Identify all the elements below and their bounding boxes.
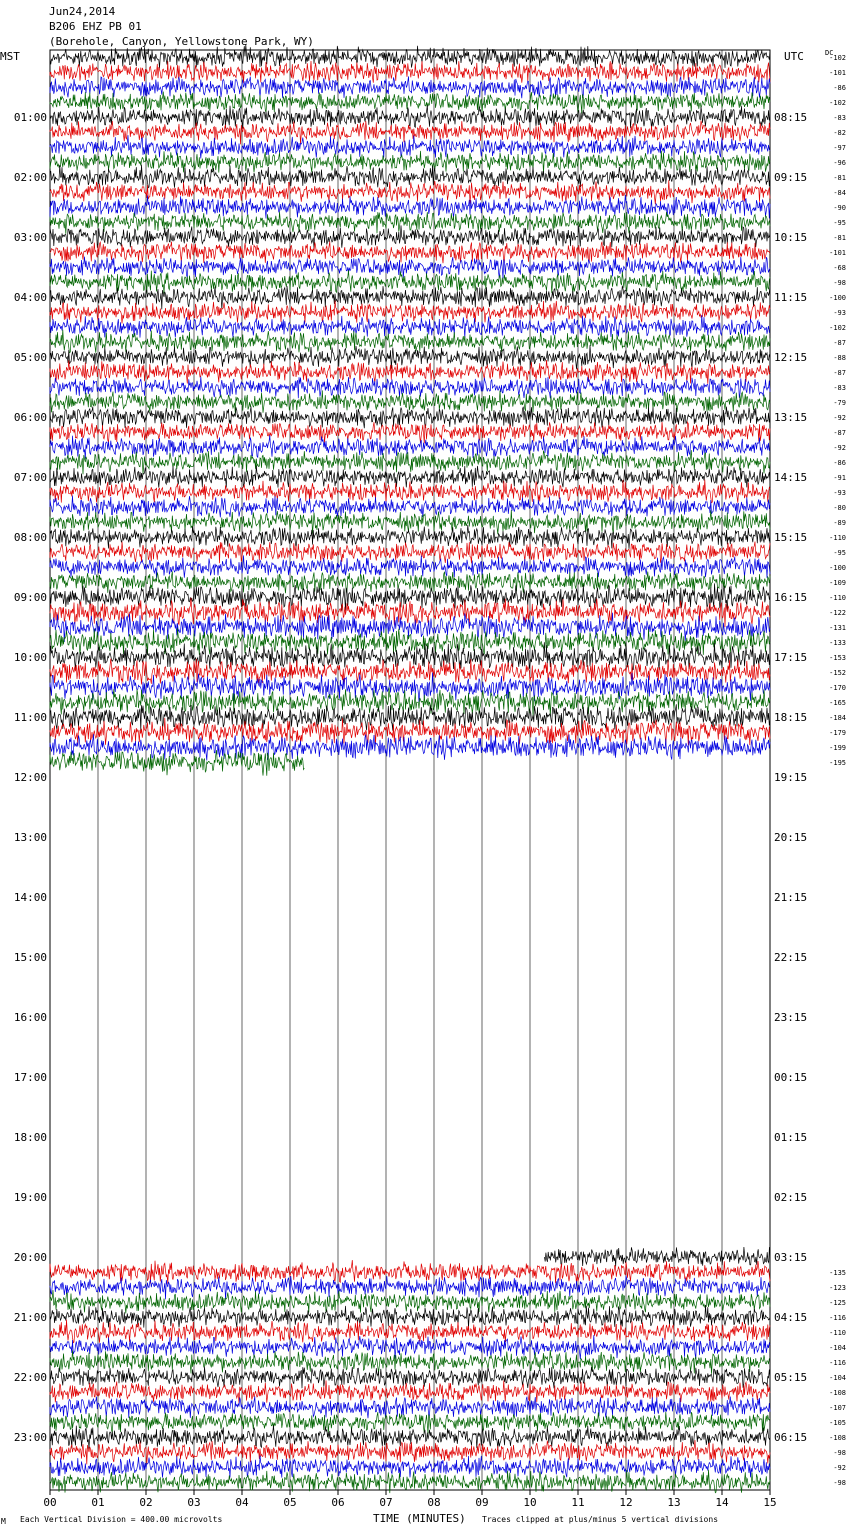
dc-offset-label: -184 [829, 714, 846, 722]
seismic-trace [50, 360, 770, 384]
plot-date: Jun24,2014 [49, 5, 116, 18]
dc-offset-label: -107 [829, 1404, 846, 1412]
dc-offset-label: -92 [833, 414, 846, 422]
utc-hour-label: 19:15 [774, 771, 808, 784]
seismic-trace [50, 718, 770, 746]
seismic-trace [50, 435, 770, 459]
seismic-trace [50, 1350, 770, 1374]
dc-offset-label: -86 [833, 459, 846, 467]
dc-offset-label: -91 [833, 474, 846, 482]
utc-hour-label: 22:15 [774, 951, 808, 964]
x-tick-label: 10 [523, 1496, 537, 1509]
x-tick-label: 02 [139, 1496, 153, 1509]
corner-mark: M [1, 1517, 6, 1526]
dc-offset-label: -81 [833, 234, 846, 242]
seismic-trace [50, 212, 770, 234]
x-tick-label: 09 [475, 1496, 489, 1509]
dc-offset-label: -92 [833, 444, 846, 452]
utc-hour-label: 20:15 [774, 831, 808, 844]
seismic-trace [50, 61, 770, 83]
mst-hour-label: 15:00 [13, 951, 47, 964]
utc-hour-label: 06:15 [774, 1431, 808, 1444]
mst-hour-label: 05:00 [13, 351, 47, 364]
dc-offset-label: -93 [833, 489, 846, 497]
utc-hour-label: 16:15 [774, 591, 808, 604]
dc-label: DC [825, 49, 834, 57]
station-code: B206 EHZ PB 01 [49, 20, 142, 33]
seismic-trace [50, 673, 770, 702]
mst-hour-label: 21:00 [13, 1311, 47, 1324]
seismic-trace [50, 165, 770, 188]
dc-offset-label: -88 [833, 354, 846, 362]
utc-hour-label: 10:15 [774, 231, 808, 244]
x-tick-label: 07 [379, 1496, 393, 1509]
seismic-trace [50, 659, 770, 685]
dc-offset-label: -108 [829, 1389, 846, 1397]
seismic-trace [50, 450, 770, 474]
dc-offset-label: -95 [833, 549, 846, 557]
utc-hour-label: 01:15 [774, 1131, 808, 1144]
station-location: (Borehole, Canyon, Yellowstone Park, WY) [49, 35, 314, 48]
seismic-trace [50, 1396, 770, 1418]
utc-hour-label: 12:15 [774, 351, 808, 364]
x-tick-label: 05 [283, 1496, 297, 1509]
dc-offset-label: -101 [829, 69, 846, 77]
mst-hour-label: 17:00 [13, 1071, 47, 1084]
utc-hour-label: 11:15 [774, 291, 808, 304]
dc-offset-label: -98 [833, 279, 846, 287]
seismic-trace [50, 92, 770, 114]
dc-offset-label: -109 [829, 579, 846, 587]
clip-note: Traces clipped at plus/minus 5 vertical divisions [482, 1515, 719, 1524]
dc-offset-label: -110 [829, 594, 846, 602]
mst-hour-label: 09:00 [13, 591, 47, 604]
utc-axis-label: UTC [784, 50, 804, 63]
dc-offset-label: -83 [833, 114, 846, 122]
dc-offset-label: -122 [829, 609, 846, 617]
x-tick-label: 06 [331, 1496, 345, 1509]
dc-offset-label: -153 [829, 654, 846, 662]
utc-hour-label: 09:15 [774, 171, 808, 184]
dc-offset-label: -195 [829, 759, 846, 767]
x-tick-label: 01 [91, 1496, 105, 1509]
dc-offset-label: -116 [829, 1314, 846, 1322]
mst-hour-label: 16:00 [13, 1011, 47, 1024]
dc-offset-label: -87 [833, 429, 846, 437]
dc-offset-label: -133 [829, 639, 846, 647]
dc-offset-label: -98 [833, 1449, 846, 1457]
dc-offset-label: -108 [829, 1434, 846, 1442]
seismic-trace [50, 688, 770, 717]
mst-hour-label: 02:00 [13, 171, 47, 184]
seismic-trace [50, 1412, 770, 1433]
utc-hour-label: 05:15 [774, 1371, 808, 1384]
x-axis-title: TIME (MINUTES) [373, 1512, 466, 1525]
seismic-trace [50, 315, 770, 338]
dc-offset-label: -80 [833, 504, 846, 512]
seismic-trace [50, 180, 770, 204]
dc-offset-label: -131 [829, 624, 846, 632]
dc-offset-label: -83 [833, 384, 846, 392]
dc-offset-label: -152 [829, 669, 846, 677]
dc-offset-label: -98 [833, 1479, 846, 1487]
dc-offset-label: -100 [829, 564, 846, 572]
seismic-trace [50, 422, 770, 443]
seismic-trace [50, 1320, 770, 1343]
mst-hour-label: 01:00 [13, 111, 47, 124]
seismic-trace [50, 750, 304, 776]
dc-offset-label: -110 [829, 1329, 846, 1337]
seismic-trace [50, 76, 770, 98]
dc-offset-label: -100 [829, 294, 846, 302]
seismic-trace [50, 1260, 770, 1284]
dc-offset-label: -81 [833, 174, 846, 182]
dc-offset-label: -93 [833, 309, 846, 317]
seismic-trace [50, 1305, 770, 1328]
utc-hour-label: 15:15 [774, 531, 808, 544]
x-tick-label: 13 [667, 1496, 681, 1509]
utc-hour-label: 21:15 [774, 891, 808, 904]
utc-hour-label: 02:15 [774, 1191, 808, 1204]
seismic-trace [50, 257, 770, 279]
dc-offset-label: -125 [829, 1299, 846, 1307]
utc-hour-label: 18:15 [774, 711, 808, 724]
seismic-trace [50, 1335, 770, 1359]
dc-offset-label: -97 [833, 144, 846, 152]
dc-offset-label: -79 [833, 399, 846, 407]
dc-offset-label: -92 [833, 1464, 846, 1472]
dc-offset-label: -68 [833, 264, 846, 272]
seismic-trace [50, 542, 770, 564]
utc-hour-label: 17:15 [774, 651, 808, 664]
seismic-trace [50, 377, 770, 399]
dc-offset-label: -101 [829, 249, 846, 257]
x-tick-label: 14 [715, 1496, 729, 1509]
x-tick-label: 04 [235, 1496, 249, 1509]
utc-hour-label: 08:15 [774, 111, 808, 124]
dc-offset-label: -179 [829, 729, 846, 737]
mst-hour-label: 07:00 [13, 471, 47, 484]
dc-offset-label: -86 [833, 84, 846, 92]
mst-hour-label: 18:00 [13, 1131, 47, 1144]
seismic-trace [50, 135, 770, 158]
dc-offset-label: -116 [829, 1359, 846, 1367]
mst-hour-label: 23:00 [13, 1431, 47, 1444]
mst-hour-label: 14:00 [13, 891, 47, 904]
x-tick-label: 00 [43, 1496, 57, 1509]
mst-hour-label: 13:00 [13, 831, 47, 844]
seismic-trace [50, 510, 770, 534]
dc-offset-label: -90 [833, 204, 846, 212]
dc-offset-label: -89 [833, 519, 846, 527]
seismic-trace [50, 330, 770, 353]
mst-hour-label: 10:00 [13, 651, 47, 664]
dc-offset-label: -165 [829, 699, 846, 707]
mst-hour-label: 20:00 [13, 1251, 47, 1264]
x-tick-label: 11 [571, 1496, 585, 1509]
dc-offset-label: -102 [829, 99, 846, 107]
dc-offset-label: -84 [833, 189, 846, 197]
mst-hour-label: 04:00 [13, 291, 47, 304]
seismic-trace [50, 1455, 770, 1477]
mst-hour-label: 22:00 [13, 1371, 47, 1384]
division-note: Each Vertical Division = 400.00 microvolts [20, 1515, 223, 1524]
seismic-trace [50, 45, 770, 69]
dc-offset-label: -105 [829, 1419, 846, 1427]
x-tick-label: 15 [763, 1496, 777, 1509]
dc-offset-label: -102 [829, 54, 846, 62]
x-tick-label: 03 [187, 1496, 201, 1509]
dc-offset-label: -102 [829, 324, 846, 332]
dc-offset-label: -170 [829, 684, 846, 692]
mst-hour-label: 06:00 [13, 411, 47, 424]
mst-hour-label: 12:00 [13, 771, 47, 784]
dc-offset-label: -123 [829, 1284, 846, 1292]
utc-hour-label: 13:15 [774, 411, 808, 424]
x-tick-label: 12 [619, 1496, 633, 1509]
seismic-trace [50, 345, 770, 369]
dc-offset-label: -199 [829, 744, 846, 752]
seismic-trace [50, 480, 770, 503]
dc-offset-label: -135 [829, 1269, 846, 1277]
seismic-trace [50, 1367, 770, 1389]
mst-hour-label: 03:00 [13, 231, 47, 244]
utc-hour-label: 23:15 [774, 1011, 808, 1024]
utc-hour-label: 00:15 [774, 1071, 808, 1084]
utc-hour-label: 03:15 [774, 1251, 808, 1264]
dc-offset-label: -87 [833, 369, 846, 377]
dc-offset-label: -110 [829, 534, 846, 542]
dc-offset-label: -104 [829, 1374, 846, 1382]
seismic-trace [50, 734, 770, 760]
mst-hour-label: 08:00 [13, 531, 47, 544]
utc-hour-label: 14:15 [774, 471, 808, 484]
x-tick-label: 08 [427, 1496, 441, 1509]
seismic-trace [50, 1276, 770, 1300]
seismic-trace [50, 300, 770, 323]
dc-offset-label: -87 [833, 339, 846, 347]
dc-offset-label: -95 [833, 219, 846, 227]
dc-offset-label: -82 [833, 129, 846, 137]
mst-hour-label: 19:00 [13, 1191, 47, 1204]
seismic-trace [50, 241, 770, 263]
dc-offset-label: -96 [833, 159, 846, 167]
dc-offset-label: -104 [829, 1344, 846, 1352]
mst-axis-label: MST [0, 50, 20, 63]
mst-hour-label: 11:00 [13, 711, 47, 724]
utc-hour-label: 04:15 [774, 1311, 808, 1324]
